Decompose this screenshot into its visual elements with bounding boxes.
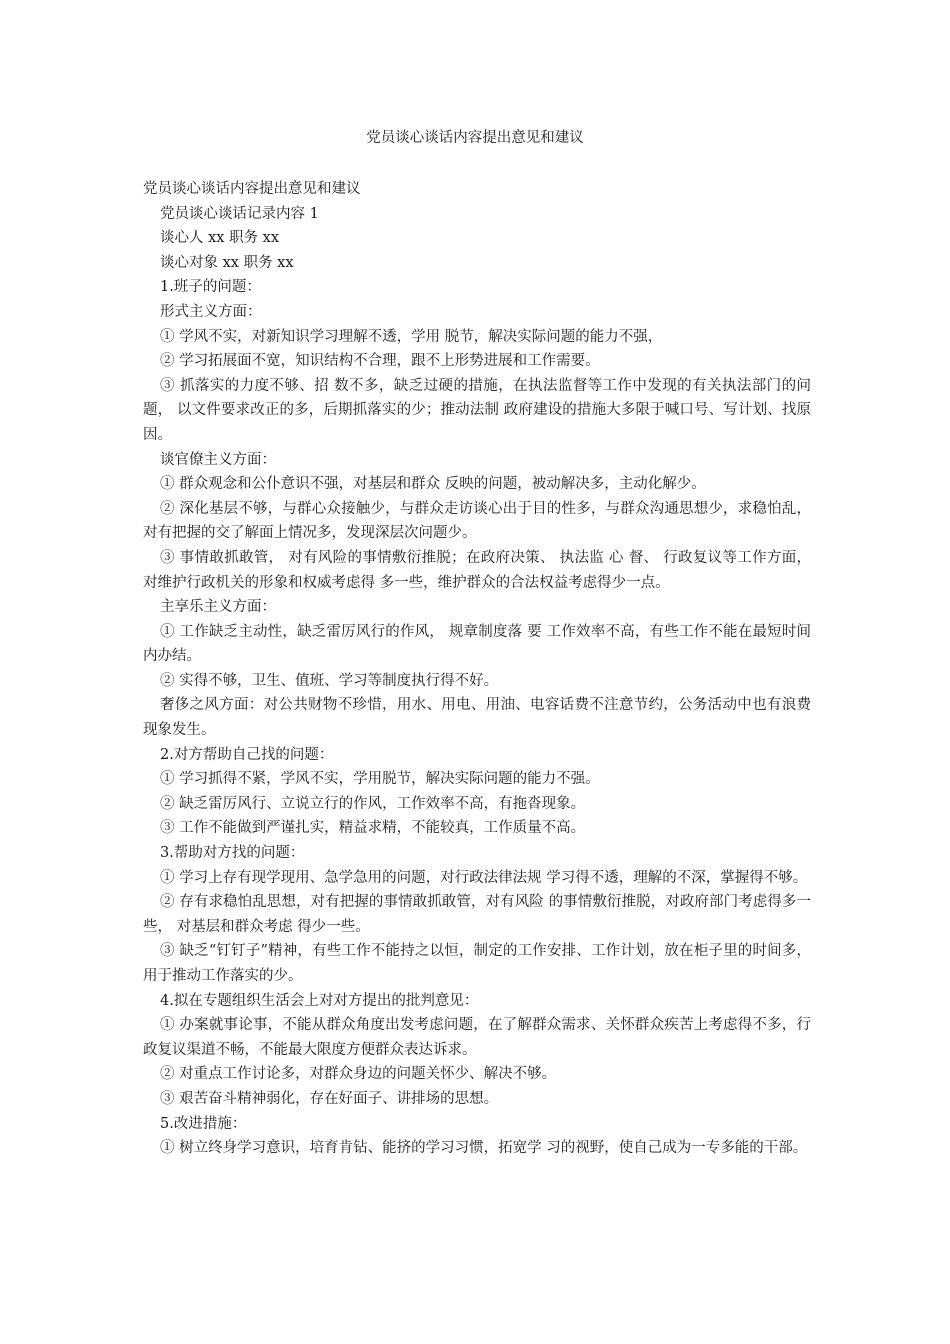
document-title: 党员谈心谈话内容提出意见和建议 xyxy=(366,130,584,146)
section-heading: 5.改进措施： xyxy=(160,1115,247,1132)
list-item: ① 树立终身学习意识，培育肯钻、能挤的学习习惯，拓宽学 习的视野，使自己成为一专多能的干部。 xyxy=(160,1140,808,1157)
list-item: ① 办案就事论事，不能从群众角度出发考虑问题，在了解群众需求、关怀群众疾苦上考虑得不多，行政复议渠道不畅，不能最大限度方便群众表达诉求。 xyxy=(143,1017,811,1058)
subsection-paragraph: 奢侈之风方面：对公共财物不珍惜，用水、用电、用油、电容话费不注意节约，公务活动中也有浪费现象发生。 xyxy=(143,697,811,739)
list-item: ③ 事情敢抓敢管， 对有风险的事情敷衍推脱；在政府决策、 执法监 心 督、 行政复议等工作方面， 对维护行政机关的形象和权威考虑得 多一些，维护群众的合法权益考虑得少一点。 xyxy=(143,549,811,591)
interviewer-line: 谈心人 xx 职务 xx xyxy=(160,230,280,247)
record-title: 党员谈心谈话记录内容 1 xyxy=(160,205,319,222)
subsection-heading: 主享乐主义方面： xyxy=(160,599,276,616)
section-heading: 2.对方帮助自己找的问题： xyxy=(160,746,334,763)
list-item: ② 存有求稳怕乱思想，对有把握的事情敢抓敢管，对有风险 的事情敷衍推脱，对政府部门考虑得多一些， 对基层和群众考虑 得少一些。 xyxy=(143,894,811,935)
section-heading: 1.班子的问题： xyxy=(160,279,261,296)
list-item: ② 对重点工作讨论多，对群众身边的问题关怀少、解决不够。 xyxy=(160,1066,557,1083)
list-item: ③ 工作不能做到严谨扎实，精益求精，不能较真，工作质量不高。 xyxy=(160,820,586,837)
list-item: ③ 抓落实的力度不够、招 数不多，缺乏过硬的措施，在执法监督等工作中发现的有关执法部门的问题， 以文件要求改正的多，后期抓落实的少；推动法制 政府建设的措施大多限于喊口号、写计划、找原因。 xyxy=(143,377,811,443)
list-item: ① 群众观念和公仆意识不强，对基层和群众 反映的问题，被动解决多，主动化解少。 xyxy=(160,476,706,493)
list-item: ① 学习上存有现学现用、急学急用的问题，对行政法律法规 学习得不透，理解的不深，掌握得不够。 xyxy=(160,869,808,886)
list-item: ② 学习拓展面不宽，知识结构不合理，跟不上形势进展和工作需要。 xyxy=(160,353,600,370)
section-heading: 4.拟在专题组织生活会上对对方提出的批判意见： xyxy=(160,992,479,1009)
body-heading: 党员谈心谈话内容提出意见和建议 xyxy=(143,181,361,197)
document-body xyxy=(143,177,811,1161)
list-item: ③ 艰苦奋斗精神弱化，存在好面子、讲排场的思想。 xyxy=(160,1090,499,1107)
list-item: ② 深化基层不够，与群心众接触少，与群众走访谈心出于目的性多，与群众沟通思想少，求稳怕乱，对有把握的交了解面上情况多，发现深层次问题少。 xyxy=(143,500,811,542)
list-item: ③ 缺乏“钉钉子”精神，有些工作不能持之以恒，制定的工作安排、工作计划，放在柜子里的时间多，用于推动工作落实的少。 xyxy=(143,943,811,984)
subsection-heading: 形式主义方面： xyxy=(160,303,262,320)
section-heading: 3.帮助对方找的问题： xyxy=(160,845,305,862)
list-item: ② 实得不够，卫生、值班、学习等制度执行得不好。 xyxy=(160,672,499,689)
subsection-heading: 谈官僚主义方面： xyxy=(160,451,276,468)
list-item: ① 学风不实，对新知识学习理解不透，学用 脱节，解决实际问题的能力不强， xyxy=(160,328,663,345)
interviewee-line: 谈心对象 xx 职务 xx xyxy=(160,254,294,271)
list-item: ② 缺乏雷厉风行、立说立行的作风，工作效率不高，有拖沓现象。 xyxy=(160,795,586,812)
list-item: ① 学习抓得不紧，学风不实，学用脱节，解决实际问题的能力不强。 xyxy=(160,771,600,788)
list-item: ① 工作缺乏主动性，缺乏雷厉风行的作风， 规章制度落 要 工作效率不高，有些工作不能在最短时间内办结。 xyxy=(143,623,811,665)
